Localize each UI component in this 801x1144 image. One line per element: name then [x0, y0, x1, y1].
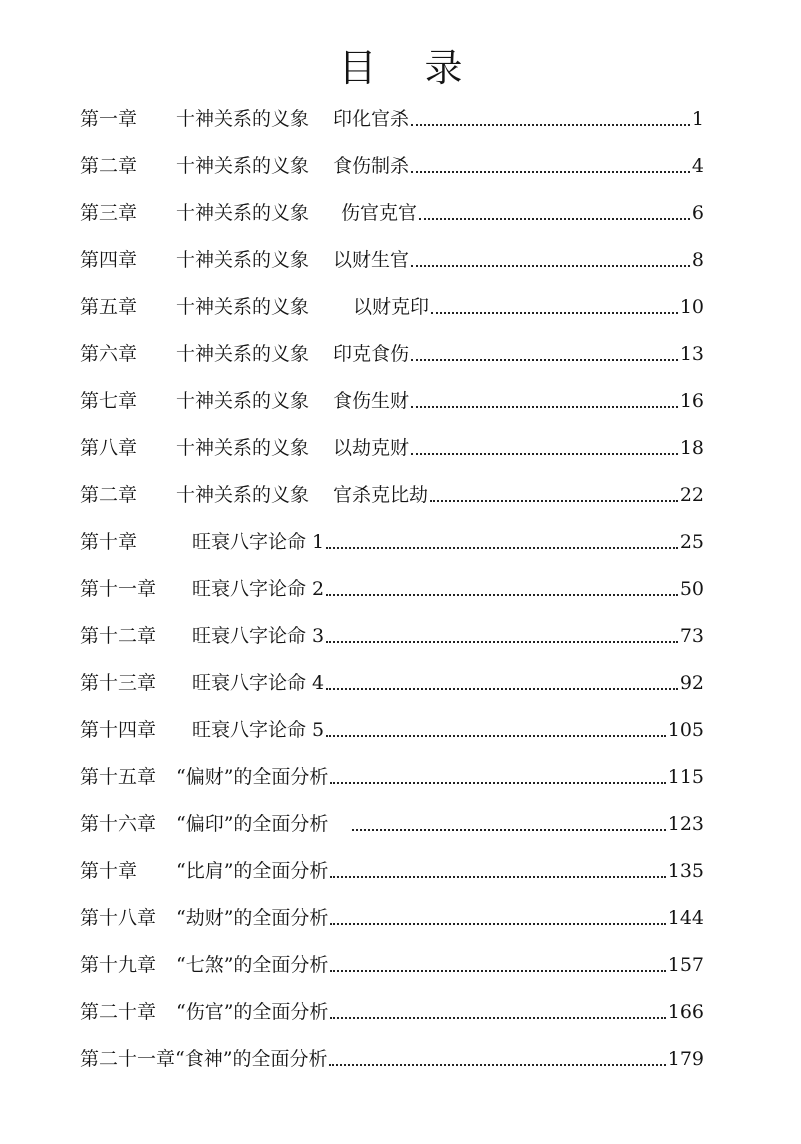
page-number: 4 — [691, 154, 704, 177]
dot-leader — [330, 782, 665, 784]
chapter-number: 第七章 — [80, 389, 138, 412]
toc-entry[interactable] — [80, 565, 704, 612]
page-number: 157 — [667, 953, 704, 976]
chapter-number: 第十三章 — [80, 671, 157, 694]
chapter-number: 第十章 — [80, 530, 138, 553]
chapter-number: 第二章 — [80, 483, 138, 506]
chapter-heading: 十神关系的义象 — [176, 295, 310, 318]
page-number: 25 — [679, 530, 704, 553]
chapter-topic: 印克食伤 — [333, 342, 410, 365]
page-number: 16 — [679, 389, 704, 412]
chapter-heading: 十神关系的义象 — [176, 389, 310, 412]
dot-leader — [326, 688, 678, 690]
chapter-heading: 十神关系的义象 — [176, 248, 310, 271]
chapter-number: 第五章 — [80, 295, 138, 318]
toc-entry[interactable] — [80, 330, 704, 377]
page-number: 179 — [667, 1047, 704, 1070]
toc-entry[interactable] — [80, 612, 704, 659]
dot-leader — [431, 312, 678, 314]
chapter-heading: 旺衰八字论命 2 — [192, 577, 325, 600]
chapter-heading: 十神关系的义象 — [176, 201, 310, 224]
toc-entry[interactable] — [80, 189, 704, 236]
dot-leader — [330, 923, 665, 925]
dot-leader — [411, 171, 690, 173]
dot-leader — [411, 359, 678, 361]
chapter-heading: 十神关系的义象 — [176, 483, 310, 506]
page-number: 92 — [679, 671, 704, 694]
page-number: 73 — [679, 624, 704, 647]
chapter-heading: 十神关系的义象 — [176, 342, 310, 365]
toc-entry[interactable] — [80, 659, 704, 706]
dot-leader — [329, 1064, 665, 1066]
page-number: 6 — [691, 201, 704, 224]
dot-leader — [330, 970, 665, 972]
dot-leader — [411, 406, 678, 408]
toc-entry[interactable] — [80, 424, 704, 471]
page-number: 18 — [679, 436, 704, 459]
chapter-topic: 食伤制杀 — [333, 154, 410, 177]
toc-entry[interactable] — [80, 95, 704, 142]
chapter-number: 第二十章 — [80, 1000, 157, 1023]
toc-entry[interactable] — [80, 800, 704, 847]
page-title: 目录 — [338, 46, 511, 90]
toc-entry[interactable] — [80, 847, 704, 894]
chapter-number: 第十八章 — [80, 906, 157, 929]
chapter-number: 第十五章 — [80, 765, 157, 788]
chapter-heading: “偏财”的全面分析 — [176, 765, 329, 788]
dot-leader — [326, 594, 678, 596]
chapter-heading: 十神关系的义象 — [176, 107, 310, 130]
page-number: 115 — [667, 765, 704, 788]
toc-entry[interactable] — [80, 988, 704, 1035]
chapter-number: 第六章 — [80, 342, 138, 365]
chapter-number: 第十一章 — [80, 577, 157, 600]
page-number: 1 — [691, 107, 704, 130]
toc-entry[interactable] — [80, 377, 704, 424]
page-number: 144 — [667, 906, 704, 929]
toc-entry[interactable] — [80, 894, 704, 941]
page-number: 13 — [679, 342, 704, 365]
chapter-heading: 十神关系的义象 — [176, 154, 310, 177]
page-number: 123 — [667, 812, 704, 835]
toc-entry[interactable] — [80, 518, 704, 565]
chapter-topic: 以财克印 — [353, 295, 430, 318]
dot-leader — [411, 453, 678, 455]
chapter-heading: 旺衰八字论命 4 — [192, 671, 325, 694]
chapter-number: 第三章 — [80, 201, 138, 224]
page-number: 135 — [667, 859, 704, 882]
dot-leader — [326, 735, 666, 737]
page-number: 166 — [667, 1000, 704, 1023]
chapter-heading: “七煞”的全面分析 — [176, 953, 329, 976]
chapter-heading: “食神”的全面分析 — [175, 1047, 328, 1070]
chapter-heading: “劫财”的全面分析 — [176, 906, 329, 929]
chapter-heading: “偏印”的全面分析 — [176, 812, 329, 835]
chapter-topic: 以财生官 — [333, 248, 410, 271]
chapter-heading: “伤官”的全面分析 — [176, 1000, 329, 1023]
chapter-heading: “比肩”的全面分析 — [176, 859, 329, 882]
dot-leader — [352, 829, 665, 831]
chapter-number: 第十六章 — [80, 812, 157, 835]
chapter-heading: 旺衰八字论命 5 — [192, 718, 325, 741]
dot-leader — [326, 547, 678, 549]
chapter-number: 第一章 — [80, 107, 138, 130]
dot-leader — [411, 265, 690, 267]
chapter-number: 第十四章 — [80, 718, 157, 741]
chapter-number: 第十二章 — [80, 624, 157, 647]
toc-entry[interactable] — [80, 236, 704, 283]
dot-leader — [430, 500, 678, 502]
chapter-heading: 旺衰八字论命 1 — [192, 530, 325, 553]
chapter-number: 第十九章 — [80, 953, 157, 976]
chapter-topic: 以劫克财 — [333, 436, 410, 459]
dot-leader — [419, 218, 690, 220]
dot-leader — [330, 876, 665, 878]
chapter-number: 第十章 — [80, 859, 138, 882]
table-of-contents — [80, 95, 704, 1082]
toc-entry[interactable] — [80, 142, 704, 189]
page-number: 8 — [691, 248, 704, 271]
chapter-topic: 伤官克官 — [341, 201, 418, 224]
chapter-number: 第四章 — [80, 248, 138, 271]
chapter-topic: 印化官杀 — [333, 107, 410, 130]
page-number: 105 — [667, 718, 704, 741]
chapter-number: 第二十一章 — [80, 1047, 176, 1070]
dot-leader — [326, 641, 678, 643]
page-number: 50 — [679, 577, 704, 600]
chapter-number: 第八章 — [80, 436, 138, 459]
page-number: 22 — [679, 483, 704, 506]
toc-entry[interactable] — [80, 941, 704, 988]
chapter-heading: 十神关系的义象 — [176, 436, 310, 459]
chapter-heading: 旺衰八字论命 3 — [192, 624, 325, 647]
chapter-topic: 官杀克比劫 — [333, 483, 429, 506]
dot-leader — [330, 1017, 665, 1019]
toc-entry[interactable] — [80, 706, 704, 753]
toc-entry[interactable] — [80, 471, 704, 518]
page-number: 10 — [679, 295, 704, 318]
toc-entry[interactable] — [80, 753, 704, 800]
toc-entry[interactable] — [80, 283, 704, 330]
chapter-number: 第二章 — [80, 154, 138, 177]
chapter-topic: 食伤生财 — [333, 389, 410, 412]
dot-leader — [411, 124, 690, 126]
toc-entry[interactable] — [80, 1035, 704, 1082]
